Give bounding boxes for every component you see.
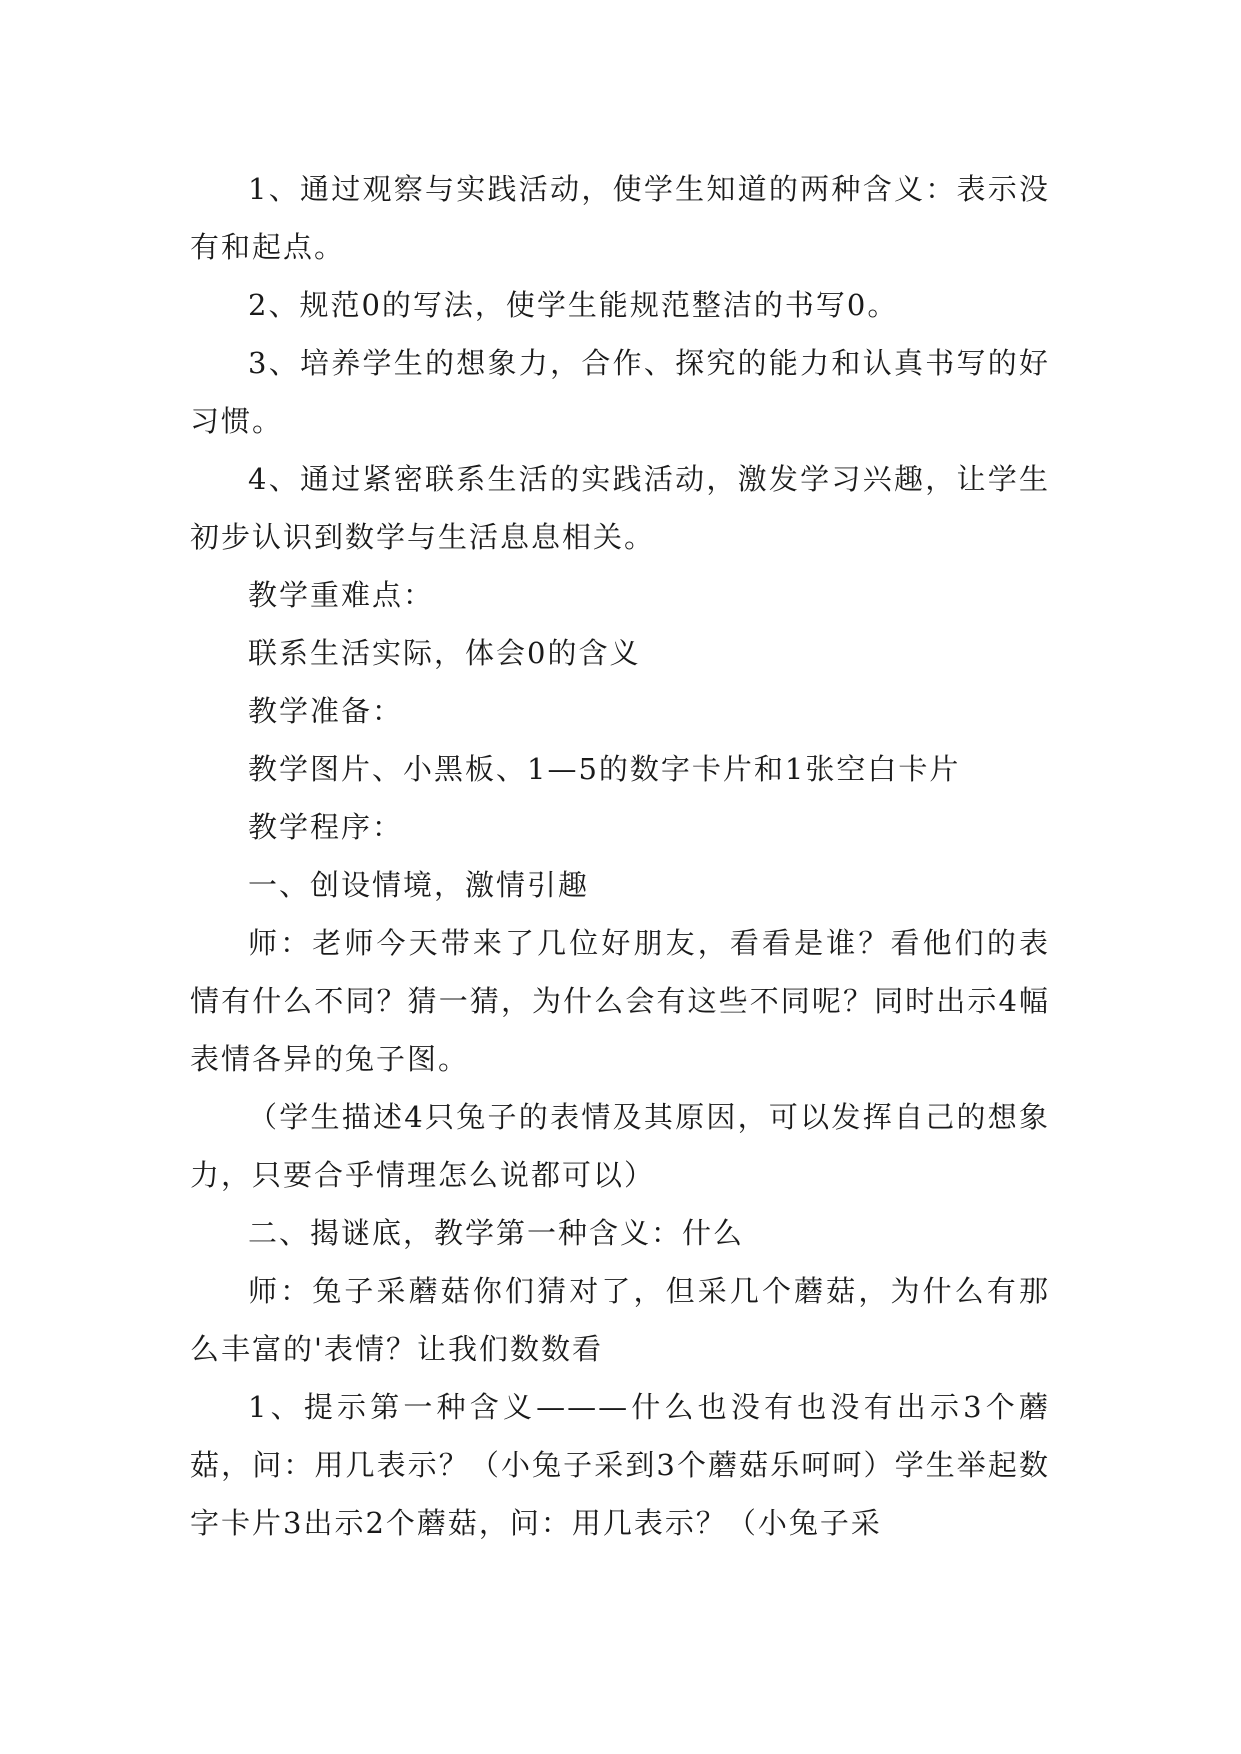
paragraph-objective-4: 4、通过紧密联系生活的实践活动，激发学习兴趣，让学生初步认识到数学与生活息息相关。 (190, 462, 1050, 554)
heading-procedure: 教学程序： (248, 810, 404, 844)
paragraph-objective-2: 2、规范0的写法，使学生能规范整洁的书写0。 (248, 288, 899, 322)
heading-key-points: 教学重难点： (248, 578, 435, 612)
document-body (190, 160, 1050, 1552)
paragraph-teacher-question: 师：兔子采蘑菇你们猜对了，但采几个蘑菇，为什么有那么丰富的'表情？让我们数数看 (190, 1274, 1050, 1366)
paragraph-objective-1: 1、通过观察与实践活动，使学生知道的两种含义：表示没有和起点。 (190, 172, 1050, 264)
heading-preparation: 教学准备： (248, 694, 404, 728)
heading-section-1: 一、创设情境，激情引趣 (248, 868, 590, 902)
paragraph-key-points: 联系生活实际，体会0的含义 (248, 636, 641, 670)
paragraph-teacher-intro: 师：老师今天带来了几位好朋友，看看是谁？看他们的表情有什么不同？猜一猜，为什么会有这些不同呢？同时出示4幅表情各异的兔子图。 (190, 926, 1050, 1076)
paragraph-student-description: （学生描述4只兔子的表情及其原因，可以发挥自己的想象力，只要合乎情理怎么说都可以） (190, 1100, 1050, 1192)
paragraph-objective-3: 3、培养学生的想象力，合作、探究的能力和认真书写的好习惯。 (190, 346, 1050, 438)
paragraph-preparation: 教学图片、小黑板、1—5的数字卡片和1张空白卡片 (248, 752, 961, 786)
paragraph-first-meaning: 1、提示第一种含义———什么也没有也没有出示3个蘑菇，问：用几表示？（小兔子采到3个蘑菇乐呵呵）学生举起数字卡片3出示2个蘑菇，问：用几表示？（小兔子采 (190, 1390, 1050, 1540)
heading-section-2: 二、揭谜底，教学第一种含义：什么 (248, 1216, 745, 1250)
